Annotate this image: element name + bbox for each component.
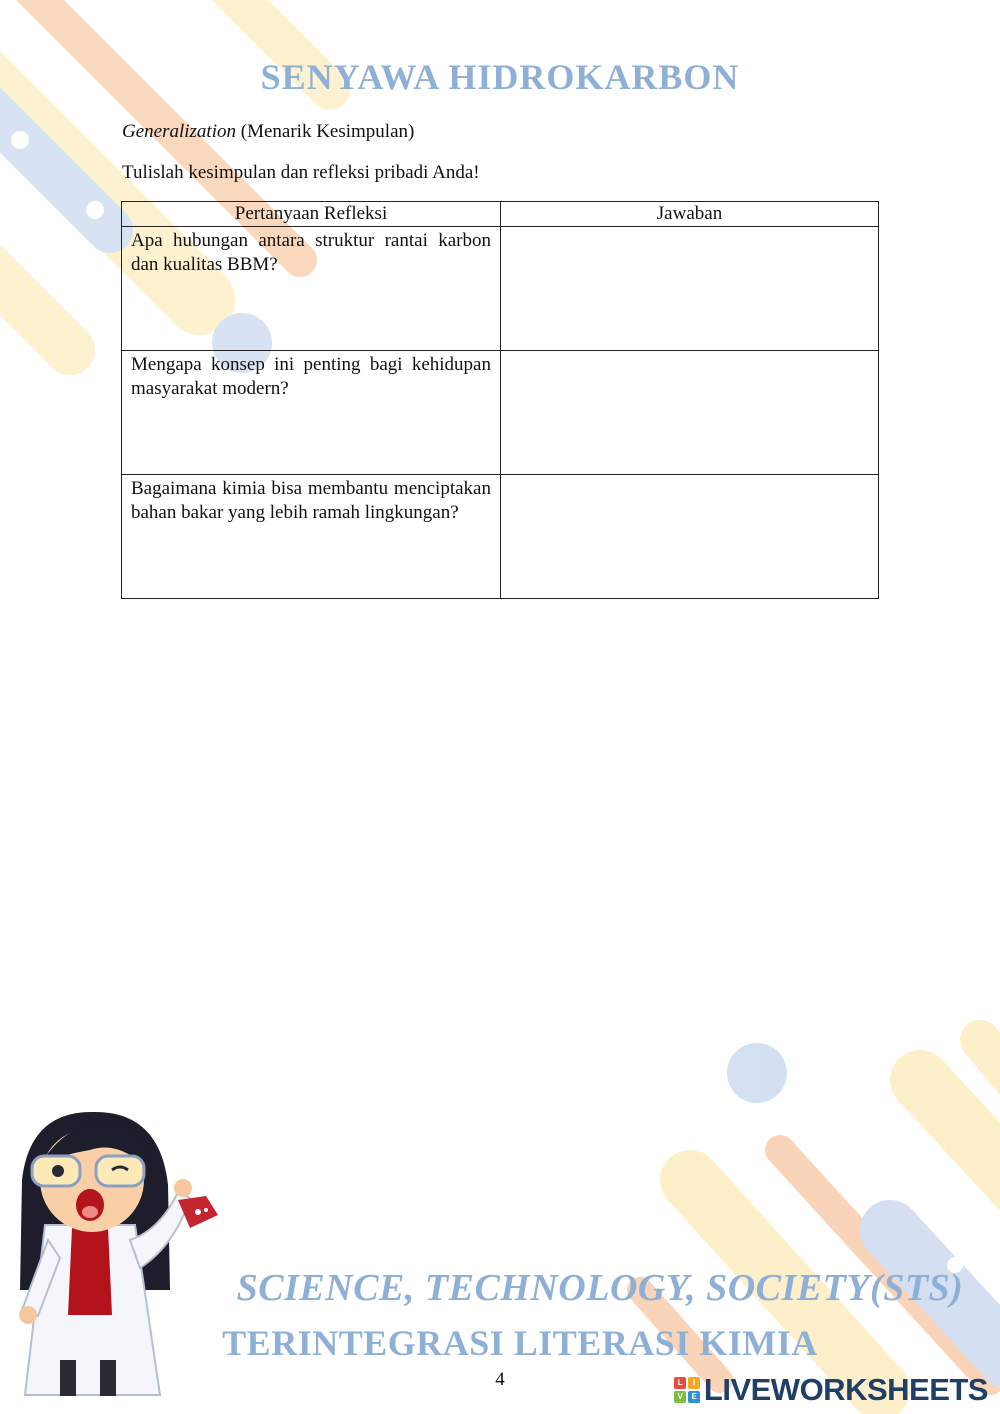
- liveworksheets-logo[interactable]: [674, 1372, 988, 1408]
- answer-cell[interactable]: [501, 227, 879, 351]
- table-header-row: [122, 202, 879, 227]
- section-heading-local: (Menarik Kesimpulan): [240, 121, 415, 142]
- header-answer: Jawaban: [501, 202, 879, 227]
- answer-input-2[interactable]: [510, 353, 873, 467]
- header-question: Pertanyaan Refleksi: [122, 202, 501, 227]
- question-cell: Mengapa konsep ini penting bagi kehidupan masyarakat modern?: [122, 351, 501, 475]
- liveworksheets-logo-text: LIVEWORKSHEETS: [703, 1372, 988, 1407]
- section-heading-english: Generalization: [122, 121, 236, 142]
- instruction-text: Tulislah kesimpulan dan refleksi pribadi Anda!: [122, 162, 480, 183]
- answer-cell[interactable]: [501, 351, 879, 475]
- liveworksheets-logo-icon: L I V E: [674, 1377, 700, 1403]
- question-cell: Apa hubungan antara struktur rantai karbon dan kualitas BBM?: [122, 227, 501, 351]
- reflection-table: [121, 201, 879, 599]
- table-row: [122, 351, 879, 475]
- page-title: SENYAWA HIDROKARBON: [260, 57, 740, 97]
- footer-line-2: TERINTEGRASI LITERASI KIMIA: [222, 1323, 818, 1363]
- section-heading: [122, 121, 414, 143]
- table-row: [122, 475, 879, 599]
- footer-line-1: SCIENCE, TECHNOLOGY, SOCIETY(STS): [236, 1267, 964, 1309]
- question-cell: Bagaimana kimia bisa membantu menciptakan bahan bakar yang lebih ramah lingkungan?: [122, 475, 501, 599]
- answer-input-1[interactable]: [510, 229, 873, 343]
- answer-cell[interactable]: [501, 475, 879, 599]
- page-number: 4: [495, 1369, 505, 1390]
- table-row: [122, 227, 879, 351]
- answer-input-3[interactable]: [510, 477, 873, 591]
